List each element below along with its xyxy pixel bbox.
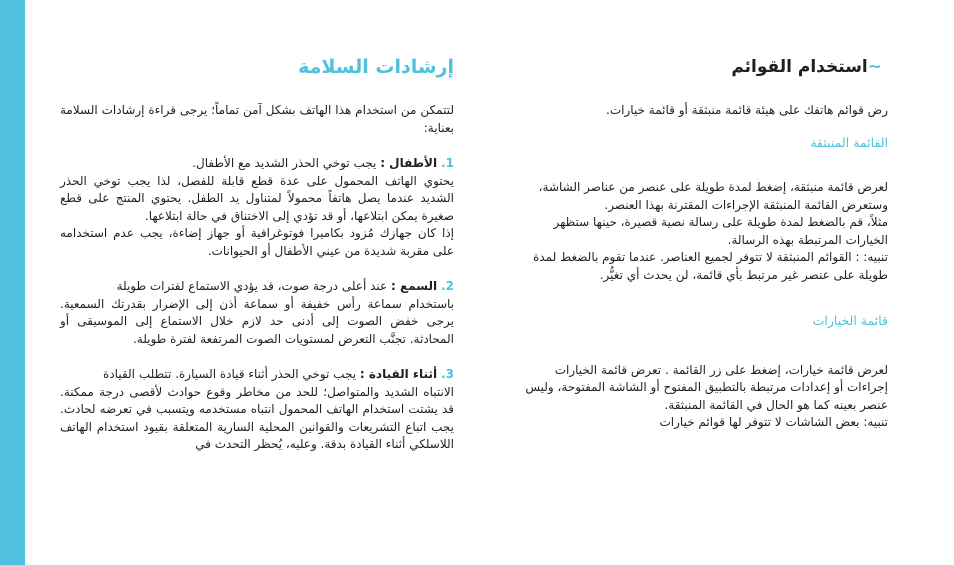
menus-heading — [484, 52, 888, 82]
options-line: إجراءات أو إعدادات مرتبطة بالتطبيق المفتوح أو الشاشة المفتوحة، وليس — [525, 380, 888, 394]
item-term: الأطفال : — [380, 156, 438, 170]
tilde-mark: ~ — [867, 57, 882, 77]
safety-item-driving — [60, 366, 454, 384]
menus-heading-text: استخدام القوائم — [731, 57, 868, 77]
popup-line: الخيارات المرتبطة بهذه الرسالة. — [727, 232, 888, 247]
safety-item-children — [60, 155, 454, 173]
popup-line: طويلة على عنصر غير مرتبط بأي قائمة، لن يحدث أي تغيُّر. — [599, 267, 888, 282]
item-lead: يجب توخي الحذر أثناء قيادة السيارة. تتطلب القيادة — [103, 367, 360, 381]
item-text: باستخدام سماعة رأس خفيفة أو سماعة أذن إلى الإضرار بقدرتك السمعية. يرجى خفض الصوت إلى أدنى حد لازم خلال الاستماع إلى الموسيقى أو المحادثة. تجنَّب التعرض لمستويات الصوت المرتفعة لفترة طويلة. — [60, 296, 454, 346]
options-line: لعرض قائمة خيارات، إضغط على زر القائمة . تعرض قائمة الخيارات — [554, 362, 888, 377]
item-term: السمع : — [391, 279, 438, 293]
popup-line: وستعرض القائمة المنبثقة الإجراءات المقترنة بهذا العنصر. — [604, 197, 888, 212]
item-text: يحتوي الهاتف المحمول على عدة قطع قابلة للفصل، لذا يجب توخي الحذر الشديد عندما يصل هاتفاً محمولاً لمتناول يد الطفل. يحتوي المنتج على قطع صغيرة يمكن ابتلاعها، أو قد تؤدي إلى الاختناق في حالة ابتلاعها. — [60, 173, 454, 223]
menus-intro: رض قوائم هاتفك على هيئة قائمة منبثقة أو قائمة خيارات. — [606, 103, 888, 117]
item-number: 1. — [441, 156, 454, 170]
popup-line: لعرض قائمة منبثقة، إضغط لمدة طويلة على عنصر من عناصر الشاشة، — [538, 180, 888, 194]
popup-line: مثلاً، قم بالضغط لمدة طويلة على رسالة نصية قصيرة، حينها ستظهر — [553, 215, 888, 229]
left-accent-strip — [0, 0, 25, 565]
item-lead: يجب توخي الحذر الشديد مع الأطفال. — [192, 156, 381, 170]
options-line: تنبيه: بعض الشاشات لا تتوفر لها قوائم خيارات — [659, 415, 888, 429]
popup-line: تنبيه: : القوائم المنبثقة لا تتوفر لجميع العناصر. عندما تقوم بالضغط لمدة — [533, 250, 888, 264]
item-term: أثناء القيادة : — [359, 367, 438, 381]
options-line: عنصر بعينه كما هو الحال في القائمة المنبثقة. — [664, 397, 888, 412]
safety-item-hearing — [60, 278, 454, 296]
safety-heading: إرشادات السلامة — [298, 56, 454, 78]
item-number: 2. — [441, 279, 454, 293]
options-menu-heading: قائمة الخيارات — [812, 313, 888, 328]
item-text-2: إذا كان جهازك مُزود بكاميرا فوتوغرافية أو جهاز إضاءة، يجب عدم استخدامه على مقربة شديدة من عيني الأطفال أو الحيوانات. — [60, 226, 454, 258]
item-number: 3. — [441, 367, 454, 381]
popup-menu-heading: القائمة المنبثقة — [810, 134, 888, 150]
safety-intro: لتتمكن من استخدام هذا الهاتف بشكل آمن تماماً؛ يرجى قراءة إرشادات السلامة بعناية: — [60, 103, 454, 135]
safety-section — [60, 52, 454, 454]
menus-section — [484, 52, 888, 432]
item-lead: عند أعلى درجة صوت، قد يؤدي الاستماع لفترات طويلة — [116, 279, 392, 293]
item-text: الانتباه الشديد والمتواصل؛ للحد من مخاطر وقوع حوادث لأقصى درجة ممكنة. قد يشتت استخدام الهاتف المحمول انتباه مستخدمه ويتسبب في تعرضه لحادث. يجب اتباع التشريعات والقوانين المحلية السارية المتعلقة بقيود استخدام الهاتف اللاسلكي أثناء القيادة بدقة. وعليه، يُحظر التحدث في — [60, 384, 454, 451]
